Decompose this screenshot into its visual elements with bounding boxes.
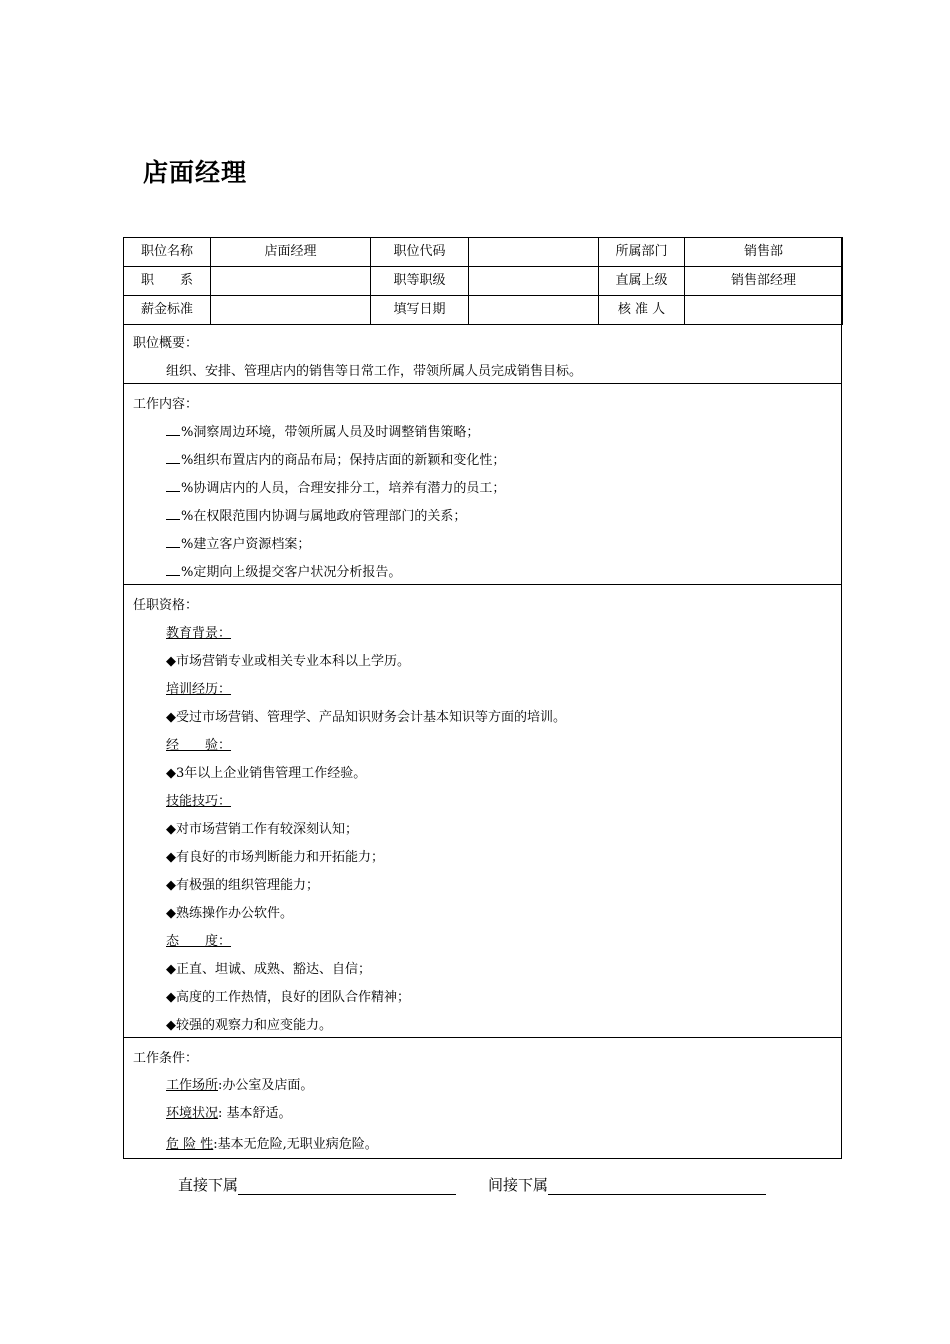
label-cell: 职位名称 bbox=[124, 238, 211, 267]
value-cell: 销售部 bbox=[685, 238, 843, 267]
indirect-subordinates bbox=[488, 1174, 766, 1195]
work-place-value: :办公室及店面。 bbox=[218, 1078, 314, 1093]
label-cell: 职 系 bbox=[124, 267, 211, 296]
table-row bbox=[124, 267, 843, 296]
value-cell bbox=[211, 267, 371, 296]
percent-blank bbox=[166, 563, 180, 576]
experience-label: 经 验： bbox=[166, 738, 232, 753]
list-item: %组织布置店内的商品布局；保持店面的新颖和变化性； bbox=[166, 449, 505, 468]
list-item: %洞察周边环境，带领所属人员及时调整销售策略； bbox=[166, 421, 479, 440]
label-cell: 直属上级 bbox=[599, 267, 685, 296]
list-item: ◆高度的工作热情，良好的团队合作精神； bbox=[166, 990, 410, 1005]
value-cell bbox=[685, 296, 843, 325]
environment-value: : 基本舒适。 bbox=[218, 1106, 292, 1121]
attitude-label: 态 度： bbox=[166, 934, 232, 949]
table-row bbox=[124, 238, 843, 267]
list-item: %建立客户资源档案； bbox=[166, 533, 310, 552]
list-item: ◆受过市场营销、管理学、产品知识财务会计基本知识等方面的培训。 bbox=[166, 710, 566, 725]
list-item: ◆正直、坦诚、成熟、豁达、自信； bbox=[166, 962, 371, 977]
education-label: 教育背景： bbox=[166, 626, 232, 641]
list-item: ◆3年以上企业销售管理工作经验。 bbox=[166, 766, 367, 781]
conditions-heading: 工作条件： bbox=[133, 1051, 199, 1066]
list-item: %协调店内的人员，合理安排分工，培养有潜力的员工； bbox=[166, 477, 505, 496]
header-table bbox=[123, 237, 843, 325]
label-cell: 职位代码 bbox=[371, 238, 469, 267]
section-divider bbox=[123, 383, 842, 384]
direct-subordinates-label: 直接下属 bbox=[178, 1176, 239, 1194]
direct-subordinates-blank bbox=[238, 1177, 456, 1195]
list-item: ◆有良好的市场判断能力和开拓能力； bbox=[166, 850, 384, 865]
label-cell: 薪金标准 bbox=[124, 296, 211, 325]
label-cell: 填写日期 bbox=[371, 296, 469, 325]
indirect-subordinates-blank bbox=[548, 1177, 766, 1195]
list-item: ◆市场营销专业或相关专业本科以上学历。 bbox=[166, 654, 410, 669]
percent-blank bbox=[166, 479, 180, 492]
value-cell bbox=[469, 238, 599, 267]
environment-label: 环境状况 bbox=[166, 1106, 219, 1121]
indirect-subordinates-label: 间接下属 bbox=[488, 1176, 549, 1194]
qualifications-heading: 任职资格： bbox=[133, 598, 199, 613]
list-item: ◆对市场营销工作有较深刻认知； bbox=[166, 822, 358, 837]
list-item: ◆较强的观察力和应变能力。 bbox=[166, 1018, 332, 1033]
label-cell: 所属部门 bbox=[599, 238, 685, 267]
duties-heading: 工作内容： bbox=[133, 397, 199, 412]
label-cell: 职等职级 bbox=[371, 267, 469, 296]
environment-line bbox=[166, 1102, 292, 1121]
label-cell: 核 准 人 bbox=[599, 296, 685, 325]
percent-blank bbox=[166, 507, 180, 520]
summary-text: 组织、安排、管理店内的销售等日常工作，带领所属人员完成销售目标。 bbox=[166, 364, 583, 379]
risk-line bbox=[166, 1133, 378, 1152]
value-cell bbox=[469, 296, 599, 325]
risk-label: 危 险 性 bbox=[166, 1137, 214, 1152]
percent-blank bbox=[166, 535, 180, 548]
page-title: 店面经理 bbox=[143, 158, 248, 187]
summary-heading: 职位概要： bbox=[133, 336, 199, 351]
value-cell bbox=[211, 296, 371, 325]
risk-value: :基本无危险,无职业病危险。 bbox=[213, 1137, 378, 1152]
percent-blank bbox=[166, 423, 180, 436]
list-item: %定期向上级提交客户状况分析报告。 bbox=[166, 561, 401, 580]
list-item: %在权限范围内协调与属地政府管理部门的关系； bbox=[166, 505, 466, 524]
section-divider bbox=[123, 1037, 842, 1038]
direct-subordinates bbox=[178, 1174, 456, 1195]
value-cell: 销售部经理 bbox=[685, 267, 843, 296]
work-place-label: 工作场所 bbox=[166, 1078, 219, 1093]
value-cell bbox=[469, 267, 599, 296]
list-item: ◆有极强的组织管理能力； bbox=[166, 878, 319, 893]
list-item: ◆熟练操作办公软件。 bbox=[166, 906, 293, 921]
section-divider bbox=[123, 584, 842, 585]
skills-label: 技能技巧： bbox=[166, 794, 232, 809]
percent-blank bbox=[166, 451, 180, 464]
value-cell: 店面经理 bbox=[211, 238, 371, 267]
work-place-line bbox=[166, 1074, 313, 1093]
training-label: 培训经历： bbox=[166, 682, 232, 697]
table-row bbox=[124, 296, 843, 325]
